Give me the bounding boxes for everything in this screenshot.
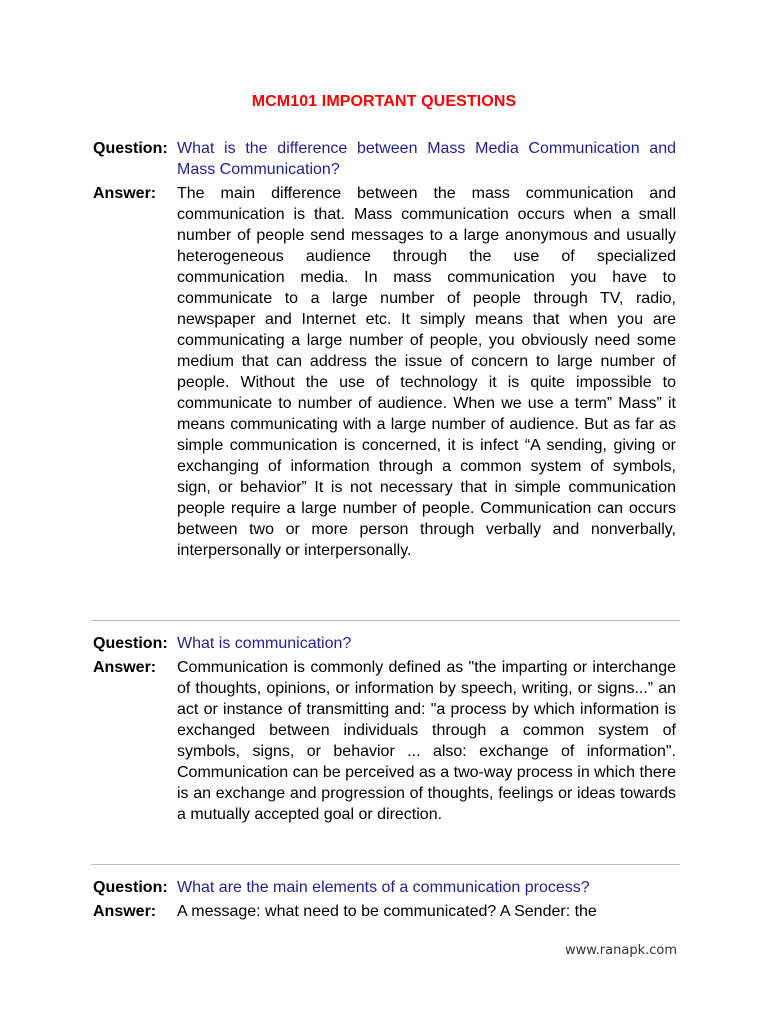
question-label: Question:	[93, 879, 168, 896]
qa-item	[93, 633, 676, 825]
question-row	[93, 877, 676, 898]
qa-item	[93, 138, 676, 561]
question-text: What is the difference between Mass Media Communication and Mass Communication?	[177, 140, 676, 178]
answer-row	[93, 657, 676, 825]
question-row	[93, 633, 676, 654]
answer-label: Answer:	[93, 659, 157, 676]
answer-text: Communication is commonly defined as "the imparting or interchange of thoughts, opinions, or information by speech, writing, or signs...” an act or instance of transmitting and: "a process by which information is exchanged between individuals through a common system of symbols, signs, or behavior ... also: exchange of information". Communication can be perceived as a two-way process in which there is an exchange and progression of thoughts, feelings or ideas towards a mutually accepted goal or direction.	[177, 659, 676, 823]
answer-text: The main difference between the mass communication and communication is that. Mass communication occurs when a small number of people send messages to a large anonymous and usually heterogeneous audience through the use of specialized communication media. In mass communication you have to communicate to a large number of people through TV, radio, newspaper and Internet etc. It simply means that when you are communicating a large number of people, you obviously need some medium that can address the issue of concern to large number of people. Without the use of technology it is quite impossible to communicate to number of audience. When we use a term” Mass” it means communicating with a large number of audience. But as far as simple communication is concerned, it is infect “A sending, giving or exchanging of information through a common system of symbols, sign, or behavior” It is not necessary that in simple communication people require a large number of people. Communication can occurs between two or more person through verbally and nonverbally, interpersonally or interpersonally.	[177, 185, 676, 559]
answer-text: A message: what need to be communicated? A Sender: the	[177, 903, 597, 920]
answer-row	[93, 183, 676, 561]
section-divider	[91, 864, 680, 865]
section-divider	[91, 620, 680, 621]
question-row	[93, 138, 676, 180]
question-text: What is communication?	[177, 635, 352, 652]
question-label: Question:	[93, 635, 168, 652]
document-title: MCM101 IMPORTANT QUESTIONS	[251, 93, 517, 110]
question-text: What are the main elements of a communication process?	[177, 879, 590, 896]
answer-row	[93, 901, 676, 922]
qa-item	[93, 877, 676, 922]
footer-website: www.ranapk.com	[564, 943, 677, 958]
question-label: Question:	[93, 140, 168, 157]
answer-label: Answer:	[93, 185, 157, 202]
answer-label: Answer:	[93, 903, 157, 920]
